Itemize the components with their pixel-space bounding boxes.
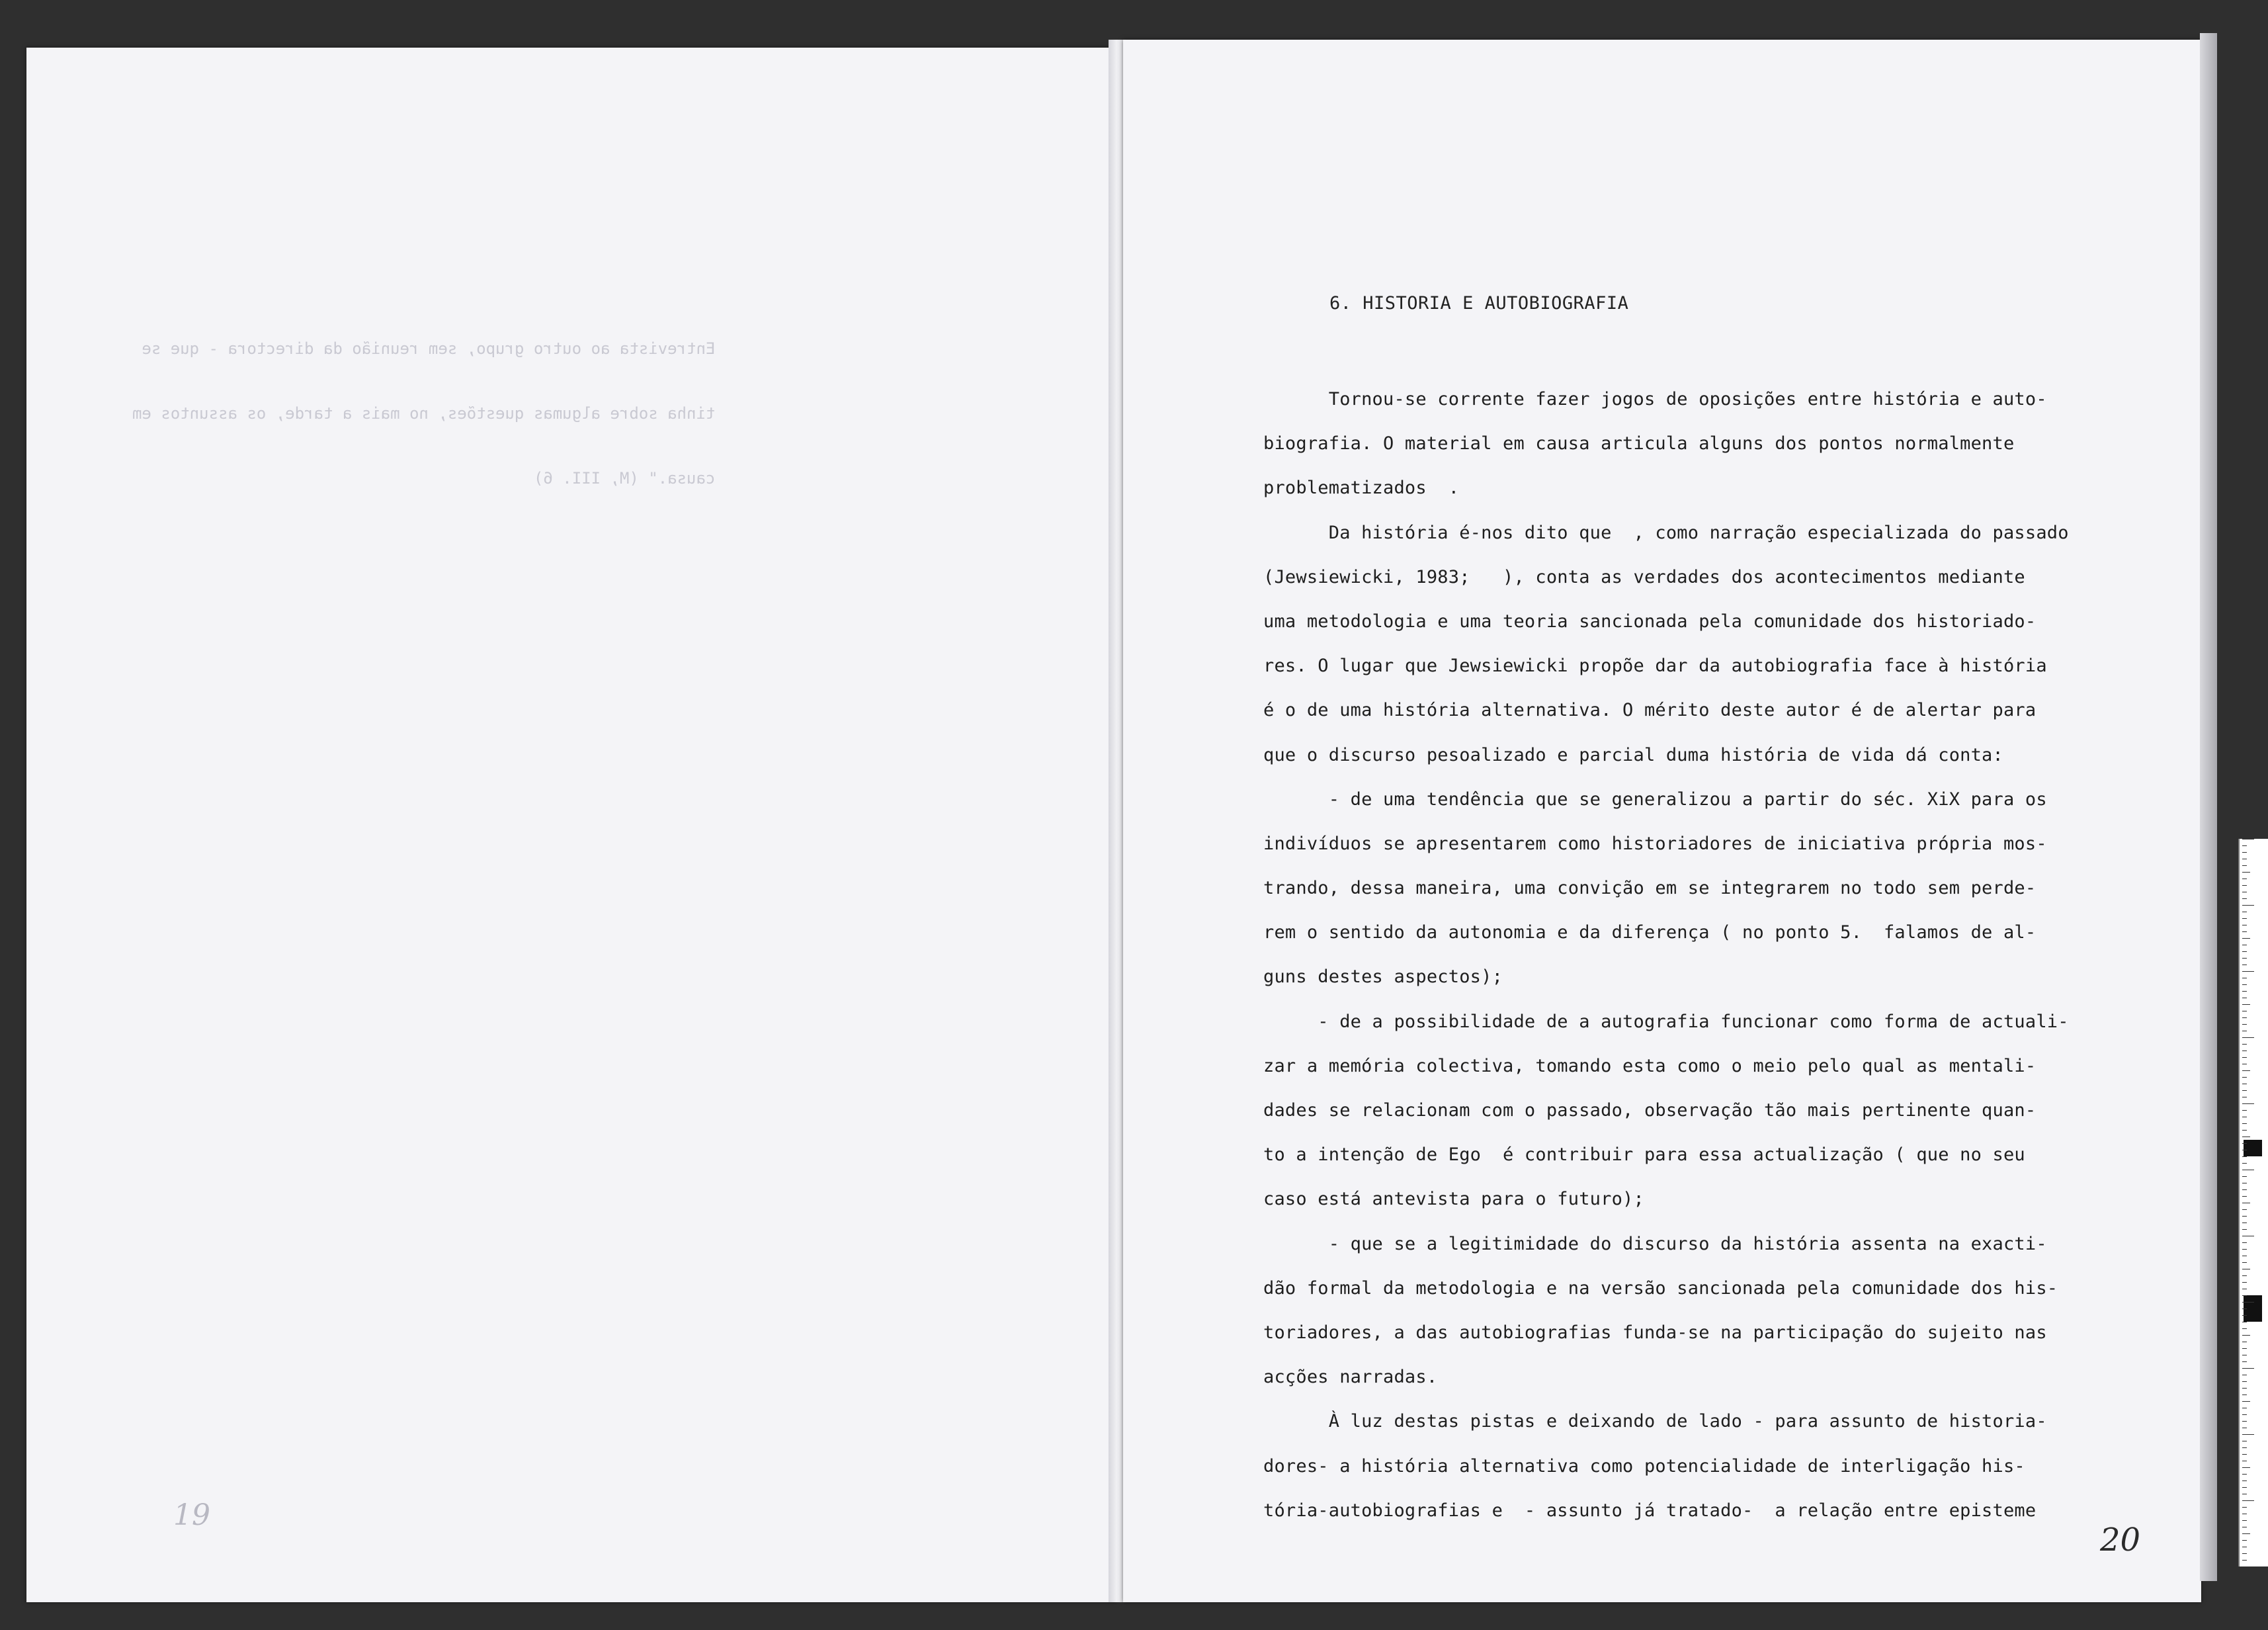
ruler-tick [2242, 1381, 2247, 1382]
ruler-tick [2242, 1130, 2247, 1131]
ruler-tick [2242, 918, 2247, 919]
ruler-tick [2242, 1500, 2254, 1501]
ruler-tick [2242, 1533, 2250, 1534]
text-line: biografia. O material em causa articula alguns dos pontos normalmente [1263, 433, 2015, 454]
ruler-tick [2242, 1328, 2247, 1329]
left-page-bleed-text [132, 302, 715, 534]
ruler-tick [2242, 1335, 2250, 1336]
page-stack-edge [2200, 33, 2217, 1581]
bleed-line: Entrevista ao outro grupo, sem reunião da directora - que se [142, 339, 716, 358]
ruler-tick [2242, 1553, 2247, 1554]
text-line: Tornou-se corrente fazer jogos de oposições entre história e auto- [1263, 389, 2047, 409]
ruler-tick [2242, 1017, 2247, 1018]
ruler-tick [2242, 1163, 2247, 1164]
ruler-tick [2242, 1216, 2247, 1217]
ruler-tick [2242, 1209, 2247, 1210]
ruler-tick [2242, 1421, 2247, 1422]
page-number: 20 [2100, 1522, 2141, 1559]
ruler-tick [2242, 1123, 2247, 1124]
text-line: - que se a legitimidade do discurso da história assenta na exacti- [1263, 1233, 2047, 1254]
ruler-tick [2242, 1487, 2247, 1488]
ruler-tick [2242, 1434, 2254, 1435]
ruler-tick [2242, 1388, 2247, 1389]
text-line: - de a possibilidade de a autografia funcionar como forma de actuali- [1263, 1011, 2069, 1032]
ruler-tick [2242, 931, 2247, 932]
bleed-line: tinha sobre algumas questões, no mais a tarde, os assuntos em [132, 404, 716, 423]
text-line: res. O lugar que Jewsiewicki propõe dar da autobiografia face à história [1263, 656, 2047, 677]
text-line: indivíduos se apresentarem como historiadores de iniciativa própria mos- [1263, 833, 2047, 854]
ruler-tick [2242, 1480, 2247, 1481]
ruler-tick [2242, 1560, 2247, 1561]
ruler-tick [2242, 1004, 2250, 1005]
text-line: caso está antevista para o futuro); [1263, 1189, 1644, 1210]
ruler-tick [2242, 1308, 2247, 1309]
ruler-tick [2242, 1282, 2247, 1283]
ruler-tick [2242, 1229, 2247, 1230]
text-line: uma metodologia e uma teoria sancionada pela comunidade dos historiado- [1263, 611, 2037, 632]
text-line: to a intenção de Ego é contribuir para essa actualização ( que no seu [1263, 1144, 2025, 1166]
ruler-tick [2242, 1454, 2247, 1455]
ruler-tick [2242, 1474, 2247, 1475]
ruler-tick [2242, 1302, 2254, 1303]
scale-ruler [2238, 839, 2268, 1566]
ruler-tick [2242, 991, 2247, 992]
ruler-tick [2242, 1348, 2247, 1349]
ruler-tick [2242, 1057, 2247, 1058]
ruler-tick [2242, 1242, 2247, 1243]
ruler-tick [2242, 872, 2250, 873]
ruler-tick [2242, 1401, 2250, 1402]
ruler-black-block [2244, 1140, 2262, 1156]
ruler-tick [2242, 865, 2247, 866]
text-line: Da história é-nos dito que , como narração especializada do passado [1263, 522, 2069, 543]
text-line: zar a memória colectiva, tomando esta como o meio pelo qual as mentali- [1263, 1055, 2037, 1076]
ruler-tick [2242, 1447, 2247, 1448]
text-line: - de uma tendência que se generalizou a partir do séc. XiX para os [1263, 789, 2047, 810]
ruler-tick [2242, 1414, 2247, 1415]
ruler-tick [2242, 1189, 2247, 1190]
text-line: tória-autobiografias e - assunto já tratado- a relação entre episteme [1263, 1500, 2037, 1521]
section-heading: 6. HISTORIA E AUTOBIOGRAFIA [1329, 293, 1629, 314]
text-line: dão formal da metodologia e na versão sancionada pela comunidade dos his- [1263, 1277, 2058, 1299]
ruler-tick [2242, 1024, 2247, 1025]
ruler-tick [2242, 958, 2247, 959]
ruler-tick [2242, 951, 2247, 952]
ruler-tick [2242, 1103, 2254, 1104]
ruler-tick [2242, 1249, 2247, 1250]
ruler-tick [2242, 1156, 2247, 1157]
text-line: problematizados . [1263, 478, 1460, 499]
body-text [1263, 377, 2070, 1533]
bleed-line: causa." (M, III. 6) [533, 469, 716, 488]
ruler-tick [2242, 845, 2247, 846]
ruler-tick [2242, 1295, 2247, 1296]
ruler-tick [2242, 1507, 2247, 1508]
ruler-tick [2242, 984, 2247, 985]
ruler-tick [2242, 898, 2247, 899]
ruler-tick [2242, 1090, 2247, 1091]
text-line: À luz destas pistas e deixando de lado - para assunto de historia- [1263, 1411, 2047, 1432]
ruler-tick [2242, 1262, 2247, 1263]
ruler-tick [2242, 1044, 2247, 1045]
ruler-tick [2242, 1077, 2247, 1078]
ruler-tick [2242, 1222, 2247, 1223]
text-line: (Jewsiewicki, 1983; ), conta as verdades dos acontecimentos mediante [1263, 566, 2025, 587]
ruler-tick [2242, 885, 2247, 886]
text-line: acções narradas. [1263, 1367, 1438, 1388]
ruler-tick [2242, 1143, 2247, 1144]
text-line: que o discurso pesoalizado e parcial duma história de vida dá conta: [1263, 744, 2003, 765]
text-line: dores- a história alternativa como potencialidade de interligação his- [1263, 1455, 2025, 1477]
ruler-tick [2242, 1275, 2247, 1276]
ruler-tick [2242, 905, 2254, 906]
text-line: é o de uma história alternativa. O mérito deste autor é de alertar para [1263, 700, 2037, 721]
ruler-tick [2242, 1467, 2250, 1468]
ruler-tick [2242, 1315, 2247, 1316]
ruler-tick [2242, 1110, 2247, 1111]
ruler-tick [2242, 1037, 2254, 1038]
ruler-tick [2242, 938, 2250, 939]
ruler-tick [2242, 1070, 2250, 1071]
text-line: toriadores, a das autobiografias funda-se na participação do sujeito nas [1263, 1322, 2047, 1343]
ruler-tick [2242, 971, 2254, 972]
ruler-tick [2242, 1368, 2254, 1369]
ruler-tick [2242, 1361, 2247, 1362]
ruler-tick [2242, 1196, 2247, 1197]
ruler-tick [2242, 1520, 2247, 1521]
pencil-folio-mark: 19 [173, 1498, 210, 1532]
text-line: dades se relacionam com o passado, observação tão mais pertinente quan- [1263, 1100, 2037, 1121]
left-page [26, 48, 1118, 1602]
text-line: trando, dessa maneira, uma convição em se integrarem no todo sem perde- [1263, 878, 2037, 899]
ruler-tick [2242, 852, 2247, 853]
ruler-tick [2242, 1540, 2247, 1541]
ruler-tick [2242, 1394, 2247, 1395]
text-line: rem o sentido da autonomia e da diferença ( no ponto 5. falamos de al- [1263, 922, 2037, 943]
ruler-tick [2242, 1176, 2247, 1177]
text-line: guns destes aspectos); [1263, 966, 1503, 988]
